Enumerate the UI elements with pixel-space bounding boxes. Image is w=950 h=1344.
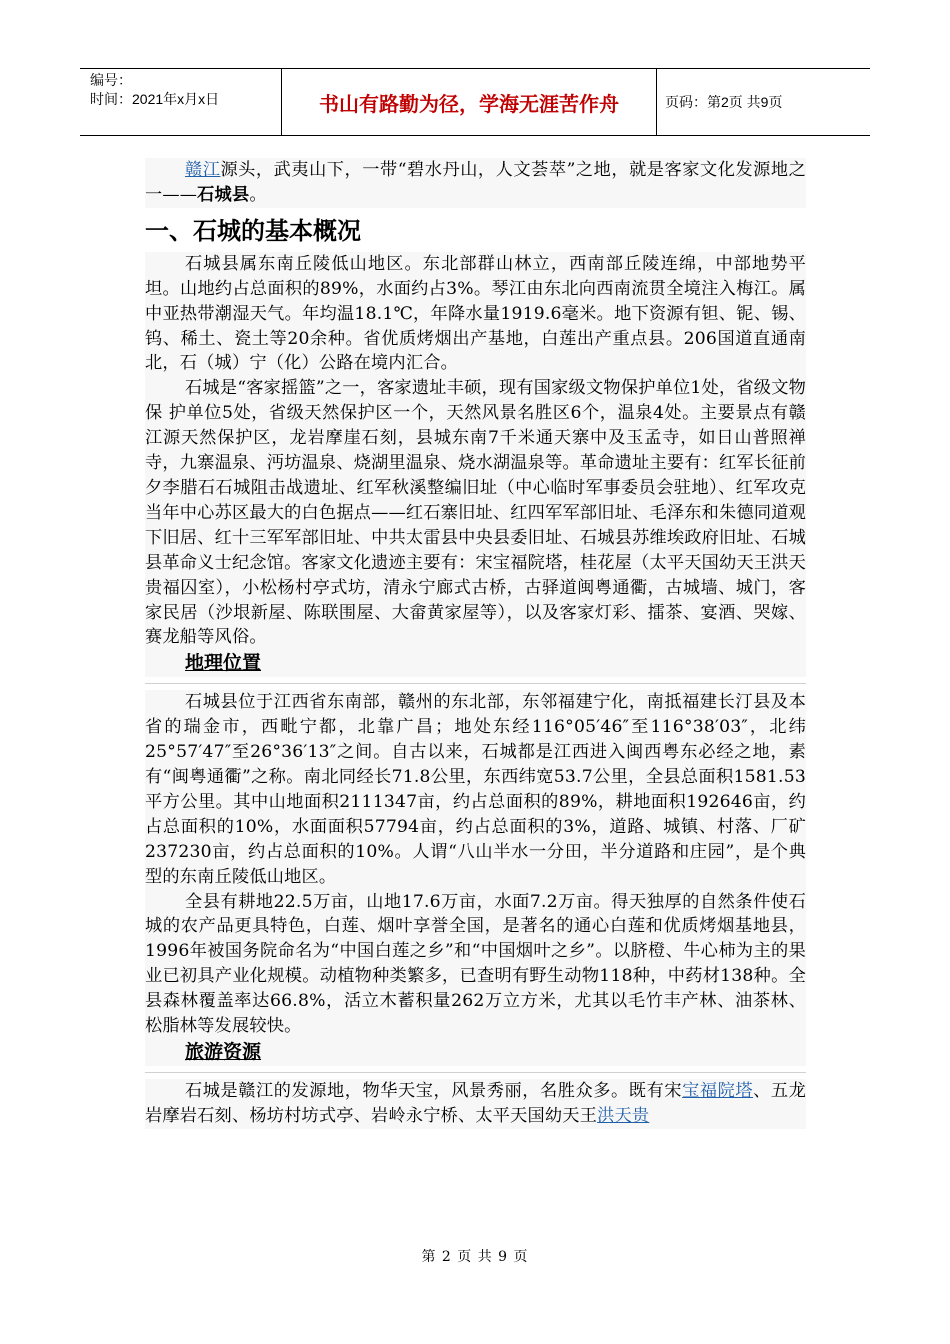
tour-text-1: 石城是赣江的发源地，物华天宝，风景秀丽，名胜众多。既有宋 [185, 1081, 683, 1101]
intro-bold: 石城县 [197, 184, 250, 205]
intro-paragraph [145, 158, 806, 208]
geo-paragraph-1: 石城县位于江西省东南部，赣州的东北部，东邻福建宁化，南抵福建长汀县及本省的瑞金市，西毗宁都，北靠广昌；地处东经116°05′46″至116°38′03″，北纬25°57′47″至26°36′13″之间。自古以来，石城都是江西进入闽西粤东必经之地，素有“闽粤通衢”之称。南北同经长71.8公里，东西纬宽53.7公里，全县总面积1581.53平方公里。其中山地面积2111347亩，约占总面积的89%，耕地面积192646亩，约占总面积的10%，水面面积57794亩，约占总面积的3%，道路、城镇、村落、厂矿237230亩，约占总面积的10%。人谓“八山半水一分田，半分道路和庄园”，是个典型的东南丘陵低山地区。 [145, 692, 806, 887]
tour-paragraph [145, 1079, 806, 1129]
baofu-pagoda-link[interactable]: 宝福院塔 [682, 1081, 754, 1101]
document-body [145, 158, 806, 1129]
overview-paragraph-1: 石城县属东南丘陵低山地区。东北部群山林立，西南部丘陵连绵，中部地势平坦。山地约占总面积的89%，水面约占3%。琴江由东北向西南流贯全境注入梅江。属中亚热带潮湿天气。年均温18.1℃，年降水量1919.6毫米。地下资源有钽、铌、锡、钨、稀土、瓷土等20余种。省优质烤烟出产基地，白莲出产重点县。206国道直通南北，石（城）宁（化）公路在境内汇合。 [145, 253, 806, 374]
number-label: 编号： [90, 72, 132, 88]
header-page-code: 页码：第2页 共9页 [665, 94, 783, 110]
geo-heading: 地理位置 [185, 652, 262, 675]
divider [145, 683, 806, 684]
header-meta [80, 69, 282, 135]
section-title: 一、石城的基本概况 [145, 216, 361, 245]
intro-text-1: 源头，武夷山下，一带“碧水丹山，人文荟萃”之地，就是客家文化发源地之一—— [145, 160, 806, 205]
divider [145, 1072, 806, 1073]
tour-heading: 旅游资源 [185, 1041, 262, 1063]
page-footer: 第 2 页 共 9 页 [421, 1249, 529, 1265]
tour-text-2: 、五龙岩摩岩石刻、杨坊村坊式亭、岩岭永宁桥、太平天国幼天王 [145, 1081, 806, 1126]
geo-paragraph-2: 全县有耕地22.5万亩，山地17.6万亩，水面7.2万亩。得天独厚的自然条件使石城的农产品更具特色，白莲、烟叶享誉全国，是著名的通心白莲和优质烤烟基地县，1996年被国务院命名为“中国白莲之乡”和“中国烟叶之乡”。以脐橙、牛心柿为主的果业已初具产业化规模。动植物种类繁多，已查明有野生动物118种，中药材138种。全县森林覆盖率达66.8%，活立木蓄积量262万立方米，尤其以毛竹丰产林、油茶林、松脂林等发展较快。 [145, 891, 806, 1037]
hong-tiangui-link[interactable]: 洪天贵 [597, 1105, 650, 1126]
intro-text-2: 。 [249, 184, 267, 205]
page-header [80, 68, 870, 136]
overview-block [145, 252, 806, 678]
ganjiang-link[interactable]: 赣江 [185, 160, 221, 180]
geo-block [145, 690, 806, 1066]
header-motto: 书山有路勤为径，学海无涯苦作舟 [282, 69, 657, 135]
time-label: 时间：2021年x月x日 [90, 91, 220, 107]
overview-paragraph-2: 石城是“客家摇篮”之一，客家遗址丰硕，现有国家级文物保护单位1处，省级文物保 护单位5处，省级天然保护区一个，天然风景名胜区6个，温泉4处。主要景点有赣江源天然保护区，龙岩摩崖石刻，县城东南7千米通天寨中及玉孟寺，如日山普照禅寺，九寨温泉、沔坊温泉、烧湖里温泉、烧水湖温泉等。革命遗址主要有：红军长征前夕李腊石石城阻击战遗址、红军秋溪整编旧址（中心临时军事委员会驻地）、红军攻克当年中心苏区最大的白色据点——红石寨旧址、红四军军部旧址、毛泽东和朱德同道观下旧居、红十三军军部旧址、中共太雷县中央县委旧址、石城县苏维埃政府旧址、石城县革命义士纪念馆。客家文化遗迹主要有：宋宝福院塔，桂花屋（太平天国幼天王洪天贵福囚室），小松杨村亭式坊，清永宁廊式古桥，古驿道闽粤通衢，古城墙、城门，客家民居（沙垠新屋、陈联围屋、大畲黄家屋等），以及客家灯彩、擂茶、宴酒、哭嫁、赛龙船等风俗。 [145, 378, 806, 648]
